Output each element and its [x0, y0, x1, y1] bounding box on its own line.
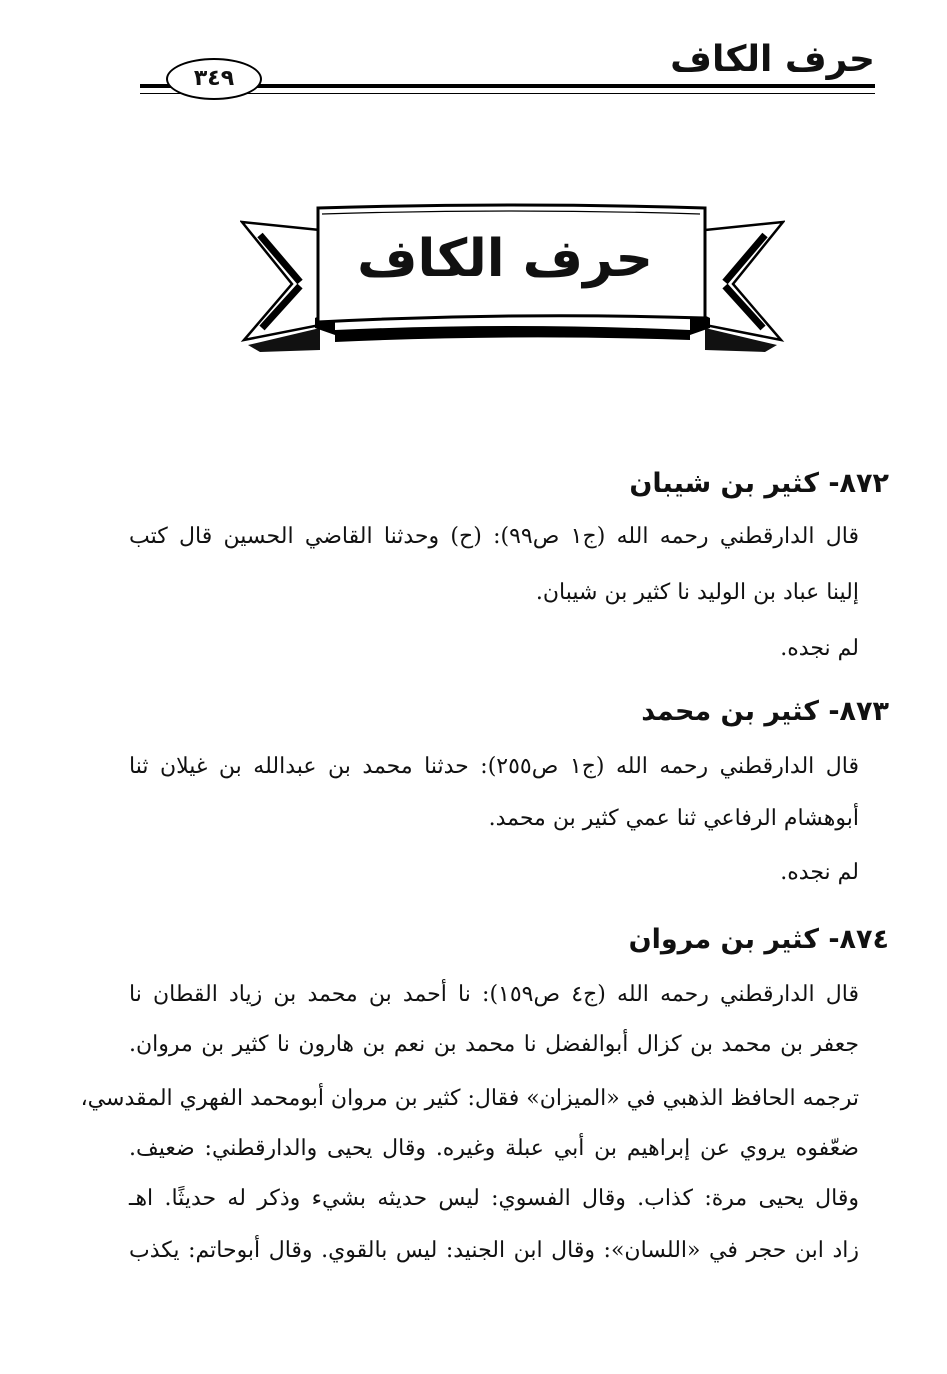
entry-872-line-2: إلينا عباد بن الوليد نا كثير بن شيبان. — [535, 580, 859, 605]
entry-874-line-6: زاد ابن حجر في «اللسان»: وقال ابن الجنيد: ليس بالقوي. وقال أبوحاتم: يكذب — [129, 1238, 859, 1263]
entry-874-line-4: ضعّفوه يروي عن إبراهيم بن أبي عبلة وغيره. وقال يحيى والدارقطني: ضعيف. — [129, 1136, 859, 1161]
banner-title: حرف الكاف — [357, 229, 653, 289]
running-header-title: حرف الكاف — [670, 39, 875, 80]
entry-873-line-2: أبوهشام الرفاعي ثنا عمي كثير بن محمد. — [488, 806, 859, 831]
entry-874-line-3: ترجمه الحافظ الذهبي في «الميزان» فقال: كثير بن مروان أبومحمد الفهري المقدسي، — [80, 1086, 859, 1111]
entry-872-line-3: لم نجده. — [780, 636, 859, 661]
page-number: ٣٤٩ — [166, 58, 262, 100]
entry-873-line-3: لم نجده. — [780, 860, 859, 885]
entry-874-line-5: وقال يحيى مرة: كذاب. وقال الفسوي: ليس حديثه بشيء وذكر له حديثًا. اهـ — [129, 1186, 859, 1211]
entry-heading-874: ٨٧٤- كثير بن مروان — [628, 924, 889, 955]
entry-874-line-1: قال الدارقطني رحمه الله (ج٤ ص١٥٩): نا أحمد بن محمد بن زياد القطان نا — [129, 982, 859, 1007]
entry-heading-873: ٨٧٣- كثير بن محمد — [641, 696, 889, 727]
entry-heading-872: ٨٧٢- كثير بن شيبان — [629, 468, 889, 499]
entry-873-line-1: قال الدارقطني رحمه الله (ج١ ص٢٥٥): حدثنا محمد بن عبدالله بن غيلان ثنا — [129, 754, 860, 779]
entry-874-line-2: جعفر بن محمد بن كزال أبوالفضل نا محمد بن نعم بن هارون نا كثير بن مروان. — [129, 1032, 859, 1057]
entry-872-line-1: قال الدارقطني رحمه الله (ج١ ص٩٩): (ح) وحدثنا القاضي الحسين قال كتب — [129, 524, 860, 549]
header-rule-thin — [140, 93, 875, 94]
